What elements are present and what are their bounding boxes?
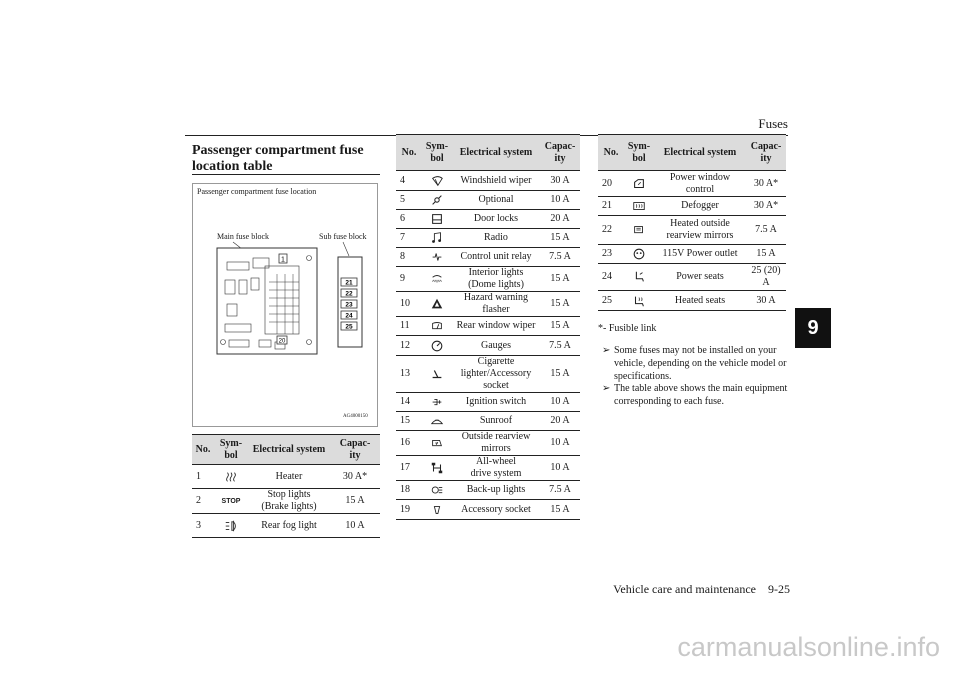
fuse-number: 25: [598, 291, 624, 311]
fuse-capacity: 10 A: [540, 393, 580, 412]
fuse-number: 13: [396, 356, 422, 393]
electrical-system: Power window control: [654, 171, 746, 197]
fuse-symbol-cell: [422, 431, 452, 456]
cigarette-lighter-icon: [425, 367, 449, 381]
page-header-title: Fuses: [758, 116, 788, 131]
fuse-number: 20: [598, 171, 624, 197]
sub-fuse-23: 23: [345, 301, 353, 309]
fuse-symbol-cell: [422, 171, 452, 191]
electrical-system: Windshield wiper: [452, 171, 540, 191]
electrical-system: Defogger: [654, 197, 746, 216]
section-heading: Passenger compartment fuse location table: [192, 143, 364, 174]
electrical-system: Heater: [248, 465, 330, 489]
fuse-row: [396, 267, 580, 292]
back-up-light-icon: [425, 483, 449, 497]
fuse-capacity: 30 A: [746, 291, 786, 311]
fuse-number: 11: [396, 317, 422, 336]
header-electrical-system: Electrical system: [248, 435, 330, 465]
fuse-symbol-cell: [422, 481, 452, 500]
fuse-number: 12: [396, 336, 422, 356]
header-capacity: Capac- ity: [746, 135, 786, 171]
electrical-system: Rear window wiper: [452, 317, 540, 336]
header-no: No.: [598, 135, 624, 171]
fuse-number: 10: [396, 292, 422, 317]
fuse-symbol-cell: [624, 197, 654, 216]
fuse-capacity: 30 A*: [330, 465, 380, 489]
electrical-system: Rear fog light: [248, 514, 330, 538]
radio-icon: [425, 231, 449, 245]
fuse-row: [598, 216, 786, 245]
electrical-system: Control unit relay: [452, 248, 540, 267]
fuse-row: [396, 393, 580, 412]
power-seat-icon: [627, 270, 651, 284]
fuse-row: [396, 456, 580, 481]
fuse-symbol-cell: [422, 317, 452, 336]
electrical-system: Ignition switch: [452, 393, 540, 412]
fuse-row: [396, 248, 580, 267]
fuse-row: [598, 264, 786, 291]
fuse-number: 19: [396, 500, 422, 520]
header-no: No.: [192, 435, 214, 465]
ignition-icon: [425, 395, 449, 409]
stop-icon: STOP: [221, 497, 241, 505]
main-tag-20: 20: [278, 338, 286, 345]
fuse-row: [192, 514, 380, 538]
fuse-capacity: 10 A: [540, 431, 580, 456]
fuse-capacity: 30 A: [540, 171, 580, 191]
bullet-icon: ➢: [602, 345, 611, 356]
fuse-row: [598, 245, 786, 264]
fuse-symbol-cell: [422, 229, 452, 248]
fuse-number: 24: [598, 264, 624, 291]
fuse-row: [598, 291, 786, 311]
electrical-system: Power seats: [654, 264, 746, 291]
hazard-icon: [425, 297, 449, 311]
chapter-tab: 9: [795, 308, 831, 348]
page-footer: Vehicle care and maintenance 9-25: [613, 582, 790, 596]
fuse-capacity: 30 A*: [746, 197, 786, 216]
fuse-row: [396, 171, 580, 191]
fuse-symbol-cell: [214, 514, 248, 538]
fuse-symbol-cell: [624, 245, 654, 264]
electrical-system: Hazard warning flasher: [452, 292, 540, 317]
fuse-symbol-cell: [624, 171, 654, 197]
fuse-number: 7: [396, 229, 422, 248]
electrical-system: Outside rearview mirrors: [452, 431, 540, 456]
fuse-capacity: 15 A: [540, 500, 580, 520]
header-electrical-system: Electrical system: [654, 135, 746, 171]
fuse-row: [598, 197, 786, 216]
fuse-number: 5: [396, 191, 422, 210]
fuse-capacity: 10 A: [540, 456, 580, 481]
fuse-symbol-cell: [422, 248, 452, 267]
fuse-capacity: 10 A: [540, 191, 580, 210]
windshield-wiper-icon: [425, 174, 449, 188]
fuse-row: [598, 171, 786, 197]
control-unit-icon: [425, 250, 449, 264]
fuse-row: [396, 336, 580, 356]
fuse-number: 6: [396, 210, 422, 229]
fuse-table-3: [598, 134, 786, 311]
defogger-icon: [627, 199, 651, 213]
electrical-system: Cigarette lighter/Accessory socket: [452, 356, 540, 393]
fuse-number: 1: [192, 465, 214, 489]
header-symbol: Sym- bol: [422, 135, 452, 171]
fuse-number: 3: [192, 514, 214, 538]
fuse-capacity: 7.5 A: [540, 481, 580, 500]
electrical-system: Sunroof: [452, 412, 540, 431]
fuse-capacity: 15 A: [746, 245, 786, 264]
fuse-row: [396, 229, 580, 248]
fuse-row: [396, 292, 580, 317]
electrical-system: Radio: [452, 229, 540, 248]
optional-icon: [425, 193, 449, 207]
note-bullet-1: [602, 344, 790, 383]
fuse-number: 21: [598, 197, 624, 216]
note-bullet-2: [602, 382, 790, 408]
fuse-row: [396, 431, 580, 456]
electrical-system: Heated seats: [654, 291, 746, 311]
fuse-capacity: 20 A: [540, 412, 580, 431]
fuse-capacity: 15 A: [540, 317, 580, 336]
fuse-row: [396, 210, 580, 229]
door-lock-icon: [425, 212, 449, 226]
fuse-row: [396, 481, 580, 500]
fuse-number: 23: [598, 245, 624, 264]
fuse-row: [192, 465, 380, 489]
dome-light-icon: [425, 272, 449, 286]
header-capacity: Capac- ity: [330, 435, 380, 465]
fuse-number: 16: [396, 431, 422, 456]
fuse-row: [192, 489, 380, 514]
sub-fuse-22: 22: [345, 290, 353, 298]
sub-fuse-block-label: Sub fuse block: [319, 232, 367, 241]
fuse-capacity: 25 (20) A: [746, 264, 786, 291]
electrical-system: Stop lights (Brake lights): [248, 489, 330, 514]
header-capacity: Capac- ity: [540, 135, 580, 171]
fuse-symbol-cell: [624, 216, 654, 245]
fuse-table-2: [396, 134, 580, 520]
header-no: No.: [396, 135, 422, 171]
fuse-symbol-cell: [422, 267, 452, 292]
fuse-capacity: 20 A: [540, 210, 580, 229]
fuse-capacity: 10 A: [330, 514, 380, 538]
power-window-icon: [627, 177, 651, 191]
main-fuse-block: [215, 246, 319, 356]
fuse-symbol-cell: [422, 336, 452, 356]
fuse-table-1: [192, 434, 380, 538]
fuse-number: 9: [396, 267, 422, 292]
power-outlet-icon: [627, 247, 651, 261]
fuse-number: 14: [396, 393, 422, 412]
main-fuse-block-label: Main fuse block: [217, 232, 269, 241]
rear-fog-light-icon: [217, 519, 245, 533]
fuse-number: 18: [396, 481, 422, 500]
outside-mirror-icon: [425, 436, 449, 450]
fuse-row: [396, 500, 580, 520]
fuse-capacity: 15 A: [330, 489, 380, 514]
fuse-symbol-cell: [624, 264, 654, 291]
fuse-row: [396, 191, 580, 210]
fuse-symbol-cell: [214, 465, 248, 489]
fuse-number: 22: [598, 216, 624, 245]
header-symbol: Sym- bol: [624, 135, 654, 171]
sub-fuse-24: 24: [345, 312, 353, 320]
header-symbol: Sym- bol: [214, 435, 248, 465]
accessory-socket-icon: [425, 503, 449, 517]
electrical-system: Accessory socket: [452, 500, 540, 520]
fuse-location-diagram: [192, 183, 378, 427]
gauges-icon: [425, 339, 449, 353]
fuse-symbol-cell: [422, 500, 452, 520]
electrical-system: All-wheel drive system: [452, 456, 540, 481]
sub-fuse-25: 25: [345, 323, 353, 331]
fuse-symbol-cell: [422, 191, 452, 210]
rear-wiper-icon: [425, 319, 449, 333]
fuse-capacity: 30 A*: [746, 171, 786, 197]
header-electrical-system: Electrical system: [452, 135, 540, 171]
fuse-symbol-cell: [422, 456, 452, 481]
electrical-system: Heated outside rearview mirrors: [654, 216, 746, 245]
footnote-fusible-link: *- Fusible link: [598, 323, 657, 334]
fuse-symbol-cell: [422, 356, 452, 393]
fuse-row: [396, 356, 580, 393]
fuse-capacity: 15 A: [540, 267, 580, 292]
electrical-system: 115V Power outlet: [654, 245, 746, 264]
fuse-number: 15: [396, 412, 422, 431]
electrical-system: Back-up lights: [452, 481, 540, 500]
main-tag-1: 1: [281, 256, 285, 264]
electrical-system: Interior lights (Dome lights): [452, 267, 540, 292]
heading-rule: [192, 174, 380, 175]
fuse-symbol-cell: [422, 393, 452, 412]
fuse-capacity: 15 A: [540, 229, 580, 248]
fuse-number: 2: [192, 489, 214, 514]
fuse-row: [396, 317, 580, 336]
electrical-system: Door locks: [452, 210, 540, 229]
fuse-symbol-cell: [422, 210, 452, 229]
note-text-1: Some fuses may not be installed on your vehicle, depending on the vehicle model or specifications.: [614, 345, 787, 382]
diagram-title: Passenger compartment fuse location: [197, 187, 317, 196]
fuse-capacity: 15 A: [540, 292, 580, 317]
note-text-2: The table above shows the main equipment corresponding to each fuse.: [614, 383, 788, 407]
fuse-capacity: 7.5 A: [540, 336, 580, 356]
heater-icon: [217, 470, 245, 484]
fuse-capacity: 15 A: [540, 356, 580, 393]
sub-fuse-block: [337, 256, 363, 348]
bullet-icon: ➢: [602, 383, 611, 394]
fuse-capacity: 7.5 A: [746, 216, 786, 245]
fuse-number: 17: [396, 456, 422, 481]
fuse-symbol-cell: [422, 292, 452, 317]
sub-fuse-21: 21: [345, 279, 353, 287]
sunroof-icon: [425, 414, 449, 428]
fuse-capacity: 7.5 A: [540, 248, 580, 267]
fuse-symbol-cell: [624, 291, 654, 311]
watermark: carmanualsonline.info: [677, 632, 940, 662]
fuse-row: [396, 412, 580, 431]
electrical-system: Gauges: [452, 336, 540, 356]
all-wheel-drive-icon: [425, 461, 449, 475]
fuse-number: 4: [396, 171, 422, 191]
fuse-number: 8: [396, 248, 422, 267]
electrical-system: Optional: [452, 191, 540, 210]
illustration-id: AG4000150: [343, 414, 368, 419]
fuse-symbol-cell: [422, 412, 452, 431]
fuse-symbol-cell: [214, 489, 248, 514]
heated-mirror-icon: [627, 223, 651, 237]
heated-seat-icon: [627, 294, 651, 308]
